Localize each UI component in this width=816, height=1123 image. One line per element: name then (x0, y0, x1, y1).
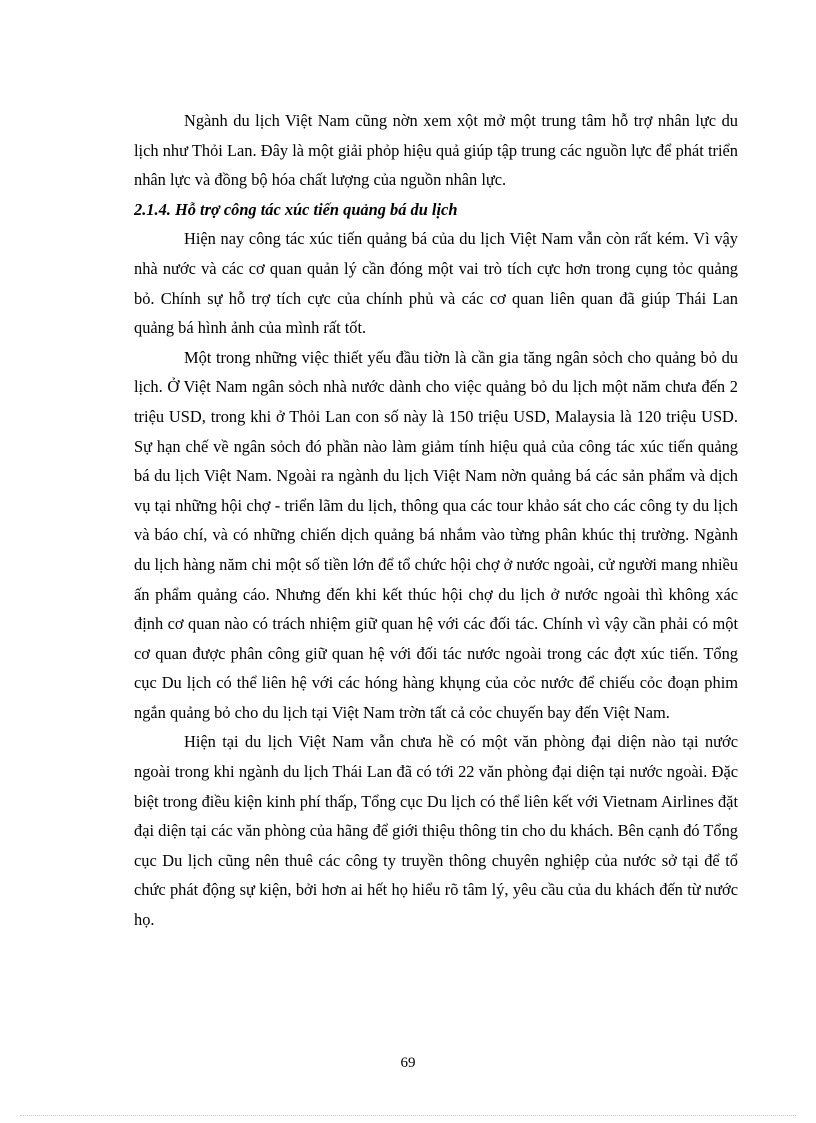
page-number: 69 (400, 1055, 416, 1071)
section-heading: 2.1.4. Hỗ trợ công tác xúc tiến quảng bá du lịch (134, 199, 458, 219)
page-bottom-border (20, 1115, 796, 1116)
paragraph-promotion-weak: Hiện nay công tác xúc tiến quảng bá của du lịch Việt Nam vẫn còn rất kém. Vì vậy nhà nước và các cơ quan quản lý cần đóng một vai trò tích cực hơn trong cụng tỏc quảng bỏ. Chính sự hỗ trợ tích cực của chính phủ và các cơ quan liên quan đã giúp Thái Lan quảng bá hình ảnh của mình rất tốt. (134, 229, 738, 338)
paragraph-promotion-budget: Một trong những việc thiết yếu đầu tiờn là cần gia tăng ngân sỏch cho quảng bỏ du lịch. Ở Việt Nam ngân sỏch nhà nước dành cho việc quảng bỏ du lịch một năm chưa đến 2 triệu USD, trong khi ở Thỏi Lan con số này là 150 triệu USD, Malaysia là 120 triệu USD. Sự hạn chế về ngân sỏch đó phần nào làm giảm tính hiệu quả của công tác xúc tiến quảng bá du lịch Việt Nam. Ngoài ra ngành du lịch Việt Nam nờn quảng bá các sản phẩm và dịch vụ tại những hội chợ - triển lãm du lịch, thông qua các tour khảo sát cho các công ty du lịch và báo chí, và có những chiến dịch quảng bá nhắm vào từng phân khúc thị trường. Ngành du lịch hàng năm chi một số tiền lớn để tổ chức hội chợ ở nước ngoài, cử người mang nhiều ấn phẩm quảng cáo. Nhưng đến khi kết thúc hội chợ du lịch ở nước ngoài thì không xác định cơ quan nào có trách nhiệm giữ quan hệ với các đối tác. Chính vì vậy cần phải có một cơ quan được phân công giữ quan hệ với đối tác nước ngoài trong các đợt xúc tiến. Tổng cục Du lịch có thể liên hệ với các hóng hàng khụng của cỏc nước để chiếu cỏc đoạn phim ngắn quảng bỏ cho du lịch tại Việt Nam trờn tất cả cỏc chuyến bay đến Việt Nam. (134, 347, 738, 722)
document-body (134, 106, 738, 935)
paragraph-representative-offices: Hiện tại du lịch Việt Nam vẫn chưa hề có một văn phòng đại diện nào tại nước ngoài trong khi ngành du lịch Thái Lan đã có tới 22 văn phòng đại diện tại nước ngoài. Đặc biệt trong điều kiện kinh phí thấp, Tổng cục Du lịch có thể liên kết với Vietnam Airlines đặt đại diện tại các văn phòng của hãng để giới thiệu thông tin cho du khách. Bên cạnh đó Tổng cục Du lịch cũng nên thuê các công ty truyền thông chuyên nghiệp của nước sở tại để tổ chức phát động sự kiện, bởi hơn ai hết họ hiểu rõ tâm lý, yêu cầu của du khách đến từ nước họ. (134, 732, 738, 930)
paragraph-training-center: Ngành du lịch Việt Nam cũng nờn xem xột mở một trung tâm hỗ trợ nhân lực du lịch như Thỏi Lan. Đây là một giải phỏp hiệu quả giúp tập trung các nguồn lực để phát triển nhân lực và đồng bộ hóa chất lượng của nguồn nhân lực. (134, 111, 738, 190)
